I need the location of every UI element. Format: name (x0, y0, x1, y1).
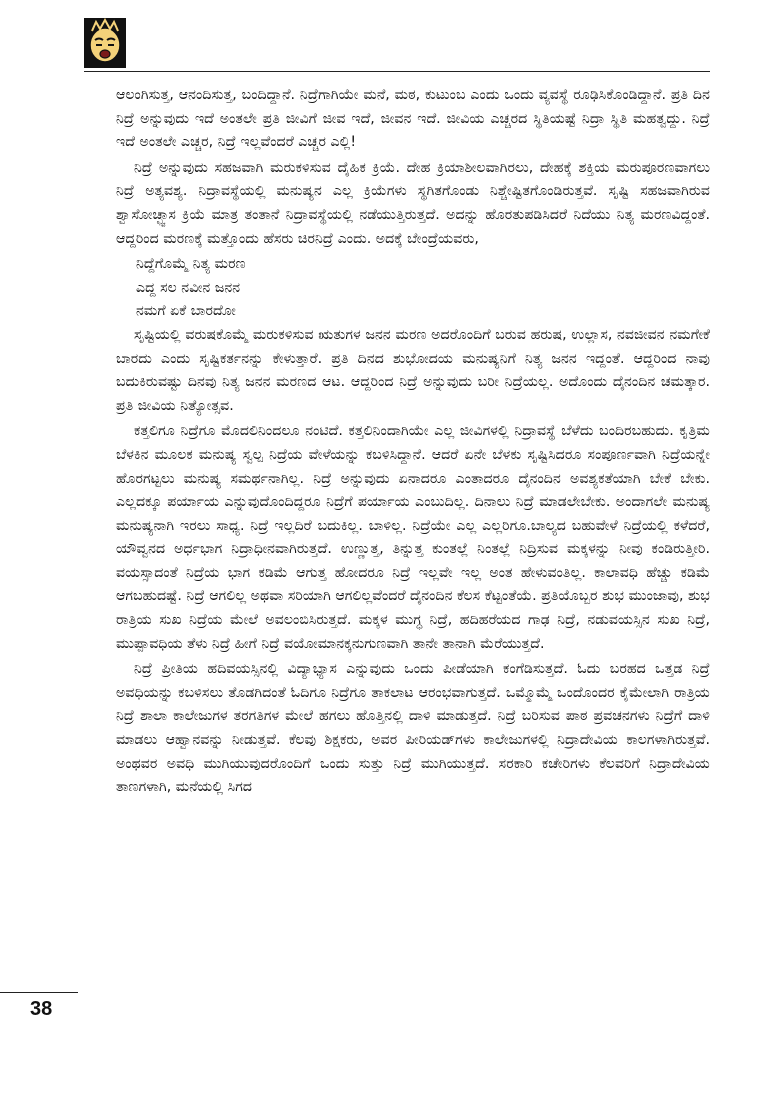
poem-quote (116, 253, 710, 324)
poem-line-1: ನಿದ್ದೆಗೊಮ್ಮೆ ನಿತ್ಯ ಮರಣ (136, 256, 246, 273)
paragraph-3: ಸೃಷ್ಟಿಯಲ್ಲಿ ವರುಷಕೊಮ್ಮೆ ಮರುಕಳಿಸುವ ಋತುಗಳ ಜನನ ಮರಣ ಅದರೊಂದಿಗೆ ಬರುವ ಹರುಷ, ಉಲ್ಲಾಸ, ನವಜೀವನ ನಮಗೇಕೆ ಬಾರದು ಎಂದು ಸೃಷ್ಟಿಕರ್ತನನ್ನು ಕೇಳುತ್ತಾರೆ. ಪ್ರತಿ ದಿನದ ಶುಭೋದಯ ಮನುಷ್ಯನಿಗೆ ನಿತ್ಯ ಜನನ ಇದ್ದಂತೆ. ಆದ್ದರಿಂದ ನಾವು ಬದುಕಿರುವಷ್ಟು ದಿನವು ನಿತ್ಯ ಜನನ ಮರಣದ ಆಟ. ಆದ್ದರಿಂದ ನಿದ್ರೆ ಅನ್ನುವುದು ಬರೀ ನಿದ್ರೆಯಲ್ಲ. ಅದೊಂದು ದೈನಂದಿನ ಚಮತ್ಕಾರ. ಪ್ರತಿ ಜೀವಿಯ ನಿತ್ಯೋತ್ಸವ. (116, 326, 710, 414)
poem-line-3: ನಮಗೆ ಏಕೆ ಬಾರದೋ (136, 303, 236, 320)
paragraph-2: ನಿದ್ರೆ ಅನ್ನುವುದು ಸಹಜವಾಗಿ ಮರುಕಳಿಸುವ ದೈಹಿಕ ಕ್ರಿಯೆ. ದೇಹ ಕ್ರಿಯಾಶೀಲವಾಗಿರಲು, ದೇಹಕ್ಕೆ ಶಕ್ತಿಯ ಮರುಪೂರಣವಾಗಲು ನಿದ್ರೆ ಅತ್ಯವಶ್ಯ. ನಿದ್ರಾವಸ್ಥೆಯಲ್ಲಿ ಮನುಷ್ಯನ ಎಲ್ಲ ಕ್ರಿಯೆಗಳು ಸ್ಥಗಿತಗೊಂಡು ನಿಶ್ಚೇಷ್ಟಿತಗೊಂಡಿರುತ್ತವೆ. ಸೃಷ್ಟಿ ಸಹಜವಾಗಿರುವ ಶ್ವಾಸೋಚ್ಛ್ವಾಸ ಕ್ರಿಯೆ ಮಾತ್ರ ತಂತಾನೆ ನಿದ್ರಾವಸ್ಥೆಯಲ್ಲಿ ನಡೆಯುತ್ತಿರುತ್ತದೆ. ಅದನ್ನು ಹೊರತುಪಡಿಸಿದರೆ ನಿದೆಯು ನಿತ್ಯ ಮರಣವಿದ್ದಂತೆ. ಆದ್ದರಿಂದ ಮರಣಕ್ಕೆ ಮತ್ತೊಂದು ಹೆಸರು ಚಿರನಿದ್ರೆ ಎಂದು. ಅದಕ್ಕೆ ಬೇಂದ್ರೆಯವರು, (116, 159, 710, 247)
sleepy-face-icon (84, 18, 126, 68)
paragraph-5: ನಿದ್ರೆ ಪ್ರೀತಿಯ ಹದಿವಯಸ್ಸಿನಲ್ಲಿ ವಿದ್ಯಾಭ್ಯಾಸ ಎನ್ನುವುದು ಒಂದು ಪೀಡೆಯಾಗಿ ಕಂಗೆಡಿಸುತ್ತದೆ. ಓದು ಬರಹದ ಒತ್ತಡ ನಿದ್ರೆ ಅವಧಿಯನ್ನು ಕಬಳಿಸಲು ತೊಡಗಿದಂತೆ ಓದಿಗೂ ನಿದ್ರೆಗೂ ತಾಕಲಾಟ ಆರಂಭವಾಗುತ್ತದೆ. ಒಮ್ಮೊಮ್ಮೆ ಒಂದೊಂದರ ಕೈಮೇಲಾಗಿ ರಾತ್ರಿಯ ನಿದ್ರೆ ಶಾಲಾ ಕಾಲೇಜುಗಳ ತರಗತಿಗಳ ಮೇಲೆ ಹಗಲು ಹೊತ್ತಿನಲ್ಲಿ ದಾಳಿ ಮಾಡುತ್ತದೆ. ನಿದ್ರೆ ಬರಿಸುವ ಪಾಠ ಪ್ರವಚನಗಳು ನಿದ್ರೆಗೆ ದಾಳಿ ಮಾಡಲು ಆಹ್ವಾನವನ್ನು ನೀಡುತ್ತವೆ. ಕೆಲವು ಶಿಕ್ಷಕರು, ಅವರ ಪೀರಿಯಡ್‌ಗಳು ಕಾಲೇಜುಗಳಲ್ಲಿ ನಿದ್ರಾದೇವಿಯ ಕಾಲಗಳಾಗಿರುತ್ತವೆ. ಅಂಥವರ ಅವಧಿ ಮುಗಿಯುವುದರೊಂದಿಗೆ ಒಂದು ಸುತ್ತು ನಿದ್ರೆ ಮುಗಿಯುತ್ತದೆ. ಸರಕಾರಿ ಕಚೇರಿಗಳು ಕೆಲವರಿಗೆ ನಿದ್ರಾದೇವಿಯ ತಾಣಗಳಾಗಿ, ಮನೆಯಲ್ಲಿ ಸಿಗದ (116, 661, 710, 796)
poem-line-2: ಎದ್ದ ಸಲ ನವೀನ ಜನನ (136, 279, 241, 296)
paragraph-4: ಕತ್ತಲಿಗೂ ನಿದ್ರೆಗೂ ಮೊದಲಿನಿಂದಲೂ ನಂಟಿದೆ. ಕತ್ತಲಿನಿಂದಾಗಿಯೇ ಎಲ್ಲ ಜೀವಿಗಳಲ್ಲಿ ನಿದ್ರಾವಸ್ಥೆ ಬೆಳೆದು ಬಂದಿರಬಹುದು. ಕೃತ್ರಿಮ ಬೆಳಕಿನ ಮೂಲಕ ಮನುಷ್ಯ ಸ್ವಲ್ಪ ನಿದ್ರೆಯ ವೇಳೆಯನ್ನು ಕಬಳಿಸಿದ್ದಾನೆ. ಆದರೆ ಏನೇ ಬೆಳಕು ಸೃಷ್ಟಿಸಿದರೂ ಸಂಪೂರ್ಣವಾಗಿ ನಿದ್ರೆಯನ್ನೇ ಹೊರಗಟ್ಟಲು ಮನುಷ್ಯ ಸಮರ್ಥನಾಗಿಲ್ಲ. ನಿದ್ರೆ ಅನ್ನುವುದು ಏನಾದರೂ ಎಂತಾದರೂ ದೈನಂದಿನ ಅವಶ್ಯಕತೆಯಾಗಿ ಬೇಕೆ ಬೇಕು. ಎಲ್ಲದಕ್ಕೂ ಪರ್ಯಾಯ ಎನ್ನುವುದೊಂದಿದ್ದರೂ ನಿದ್ರೆಗೆ ಪರ್ಯಾಯ ಎಂಬುದಿಲ್ಲ. ದಿನಾಲು ನಿದ್ರೆ ಮಾಡಲೇಬೇಕು. ಅಂದಾಗಲೇ ಮನುಷ್ಯ ಮನುಷ್ಯನಾಗಿ ಇರಲು ಸಾಧ್ಯ. ನಿದ್ರೆ ಇಲ್ಲದಿರೆ ಬದುಕಿಲ್ಲ. ಬಾಳಿಲ್ಲ. ನಿದ್ರೆಯೇ ಎಲ್ಲ ಎಲ್ಲರಿಗೂ.ಬಾಲ್ಯದ ಬಹುವೇಳೆ ನಿದ್ರೆಯಲ್ಲಿ ಕಳೆದರೆ, ಯೌವ್ವನದ ಅರ್ಧಭಾಗ ನಿದ್ರಾಧೀನವಾಗಿರುತ್ತದೆ. ಉಣ್ಣುತ್ತ, ತಿನ್ನುತ್ತ ಕುಂತಲ್ಲೆ ನಿಂತಲ್ಲೆ ನಿದ್ರಿಸುವ ಮಕ್ಕಳನ್ನು ನೀವು ಕಂಡಿರುತ್ತೀರಿ. ವಯಸ್ಸಾದಂತೆ ನಿದ್ರೆಯ ಭಾಗ ಕಡಿಮೆ ಆಗುತ್ತ ಹೋದರೂ ನಿದ್ರೆ ಇಲ್ಲವೇ ಇಲ್ಲ ಅಂತ ಹೇಳುವಂತಿಲ್ಲ. ಕಾಲಾವಧಿ ಹೆಚ್ಚು ಕಡಿಮೆ ಆಗಬಹುದಷ್ಟೆ. ನಿದ್ರೆ ಆಗಲಿಲ್ಲ ಅಥವಾ ಸರಿಯಾಗಿ ಆಗಲಿಲ್ಲವೆಂದರೆ ದೈನಂದಿನ ಕೆಲಸ ಕೆಟ್ಟಂತೆಯೆ. ಪ್ರತಿಯೊಬ್ಬರ ಶುಭ ಮುಂಜಾವು, ಶುಭ ರಾತ್ರಿಯ ಸುಖ ನಿದ್ರೆಯ ಮೇಲೆ ಅವಲಂಬಿಸಿರುತ್ತದೆ. ಮಕ್ಕಳ ಮುಗ್ಧ ನಿದ್ರೆ, ಹದಿಹರೆಯದ ಗಾಢ ನಿದ್ರೆ, ನಡುವಯಸ್ಸಿನ ಸುಖ ನಿದ್ರೆ, ಮುಪ್ಪಾವಧಿಯ ತೆಳು ನಿದ್ರೆ ಹೀಗೆ ನಿದ್ರೆ ವಯೋಮಾನಕ್ಕನುಗುಣವಾಗಿ ತಾನೇ ತಾನಾಗಿ ಮೆರೆಯುತ್ತದೆ. (116, 423, 710, 652)
header-rule (84, 71, 710, 72)
body-text (116, 84, 710, 802)
footer-rule (0, 992, 78, 993)
paragraph-1: ಆಲಂಗಿಸುತ್ತ, ಆನಂದಿಸುತ್ತ, ಬಂದಿದ್ದಾನೆ. ನಿದ್ರೆಗಾಗಿಯೇ ಮನೆ, ಮಠ, ಕುಟುಂಬ ಎಂದು ಒಂದು ವ್ಯವಸ್ಥೆ ರೂಢಿಸಿಕೊಂಡಿದ್ದಾನೆ. ಪ್ರತಿ ದಿನ ನಿದ್ರೆ ಅನ್ನುವುದು ಇದೆ ಅಂತಲೇ ಪ್ರತಿ ಜೀವಿಗೆ ಜೀವ ಇದೆ, ಜೀವನ ಇದೆ. ಜೀವಿಯ ಎಚ್ಚರದ ಸ್ಥಿತಿಯಷ್ಟೆ ನಿದ್ರಾ ಸ್ಥಿತಿ ಮಹತ್ವದ್ದು. ನಿದ್ರೆ ಇದೆ ಅಂತಲೇ ಎಚ್ಚರ, ನಿದ್ರೆ ಇಲ್ಲವೆಂದರೆ ಎಚ್ಚರ ಎಲ್ಲಿ! (116, 87, 710, 151)
page-number: 38 (30, 998, 53, 1020)
